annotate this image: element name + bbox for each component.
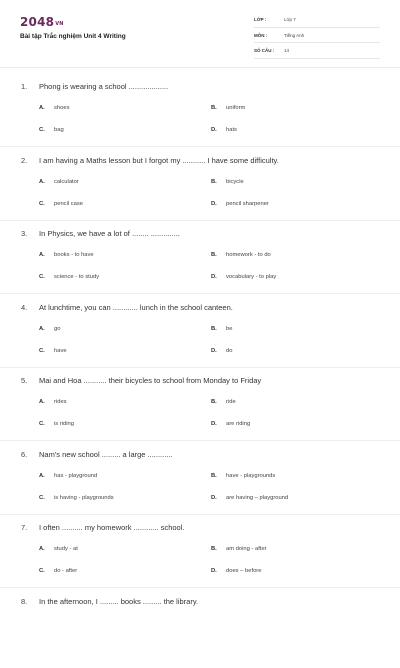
logo-suffix: VN [55, 21, 63, 27]
option-letter: A. [39, 326, 45, 332]
option-text: vocabulary - to play [226, 274, 276, 280]
option-letter: C. [39, 421, 45, 427]
question-text: Phong is wearing a school ................... [39, 82, 168, 91]
meta-label: LỚP : [254, 17, 266, 22]
option-letter: C. [39, 201, 45, 207]
meta-value: 14 [284, 48, 289, 53]
meta-label: MÔN : [254, 33, 267, 38]
option-letter: A. [39, 399, 45, 405]
option-letter: A. [39, 473, 45, 479]
meta-row-class [254, 14, 380, 28]
option-letter: A. [39, 252, 45, 258]
option-text: hats [226, 127, 237, 133]
worksheet-meta [254, 14, 380, 61]
option-letter: A. [39, 105, 45, 111]
option-text: is riding [54, 421, 74, 427]
option-text: do - after [54, 568, 77, 574]
question-number: 8. [21, 597, 27, 606]
question-item [0, 227, 400, 301]
option-text: have - playgrounds [226, 473, 275, 479]
option-letter: D. [211, 201, 217, 207]
option-letter: C. [39, 274, 45, 280]
question-item [0, 374, 400, 448]
header-divider [0, 67, 400, 68]
site-logo[interactable] [20, 15, 64, 29]
question-text: I am having a Maths lesson but I forgot my ........... I have some difficulty. [39, 156, 279, 165]
option-letter: C. [39, 348, 45, 354]
question-item [0, 301, 400, 375]
question-number: 1. [21, 82, 27, 91]
option-letter: B. [211, 326, 217, 332]
question-item [0, 521, 400, 595]
question-number: 6. [21, 450, 27, 459]
option-letter: B. [211, 473, 217, 479]
meta-value: Tiếng Anh [284, 33, 304, 38]
option-text: ride [226, 399, 236, 405]
question-number: 2. [21, 156, 27, 165]
question-number: 4. [21, 303, 27, 312]
option-letter: D. [211, 568, 217, 574]
worksheet-header [0, 0, 400, 62]
option-text: have [54, 348, 67, 354]
meta-value: Lớp 7 [284, 17, 296, 22]
option-text: pencil case [54, 201, 83, 207]
option-text: are riding [226, 421, 250, 427]
option-text: go [54, 326, 60, 332]
option-text: does – before [226, 568, 261, 574]
option-letter: C. [39, 127, 45, 133]
option-letter: A. [39, 179, 45, 185]
question-divider [0, 146, 400, 147]
option-text: science - to study [54, 274, 99, 280]
option-text: uniform [226, 105, 245, 111]
option-letter: B. [211, 105, 217, 111]
meta-label: SỐ CÂU : [254, 48, 274, 53]
option-text: do [226, 348, 232, 354]
option-letter: D. [211, 348, 217, 354]
question-divider [0, 514, 400, 515]
option-letter: C. [39, 568, 45, 574]
question-text: Nam's new school ......... a large ............ [39, 450, 173, 459]
option-text: bag [54, 127, 64, 133]
option-text: study - at [54, 546, 78, 552]
option-letter: D. [211, 495, 217, 501]
option-text: pencil sharpener [226, 201, 269, 207]
question-text: At lunchtime, you can ............ lunch in the school canteen. [39, 303, 233, 312]
question-item [0, 448, 400, 522]
option-text: homework - to do [226, 252, 271, 258]
option-text: am doing - after [226, 546, 267, 552]
question-text: Mai and Hoa ........... their bicycles to school from Monday to Friday [39, 376, 261, 385]
option-letter: B. [211, 179, 217, 185]
option-text: shoes [54, 105, 69, 111]
question-number: 7. [21, 523, 27, 532]
option-letter: A. [39, 546, 45, 552]
worksheet-title: Bài tập Trắc nghiệm Unit 4 Writing [20, 33, 126, 40]
option-letter: D. [211, 421, 217, 427]
question-number: 3. [21, 229, 27, 238]
question-list [0, 80, 400, 668]
option-letter: C. [39, 495, 45, 501]
question-item [0, 595, 400, 668]
question-item [0, 154, 400, 228]
question-text: In the afternoon, I ......... books ......... the library. [39, 597, 198, 606]
meta-row-subject [254, 30, 380, 44]
option-text: is having - playgrounds [54, 495, 114, 501]
logo-text: 2048 [20, 15, 54, 29]
question-divider [0, 587, 400, 588]
option-letter: B. [211, 399, 217, 405]
question-divider [0, 367, 400, 368]
option-text: calculator [54, 179, 79, 185]
question-divider [0, 220, 400, 221]
option-text: rides [54, 399, 67, 405]
meta-row-question-count [254, 45, 380, 59]
option-text: has - playground [54, 473, 97, 479]
option-letter: D. [211, 274, 217, 280]
option-text: books - to have [54, 252, 94, 258]
question-divider [0, 440, 400, 441]
option-letter: D. [211, 127, 217, 133]
option-text: bicycle [226, 179, 244, 185]
question-divider [0, 293, 400, 294]
option-letter: B. [211, 546, 217, 552]
question-text: In Physics, we have a lot of ........ .............. [39, 229, 180, 238]
question-number: 5. [21, 376, 27, 385]
question-text: I often .......... my homework ............ school. [39, 523, 184, 532]
option-text: are having – playground [226, 495, 288, 501]
option-letter: B. [211, 252, 217, 258]
question-item [0, 80, 400, 154]
option-text: be [226, 326, 232, 332]
